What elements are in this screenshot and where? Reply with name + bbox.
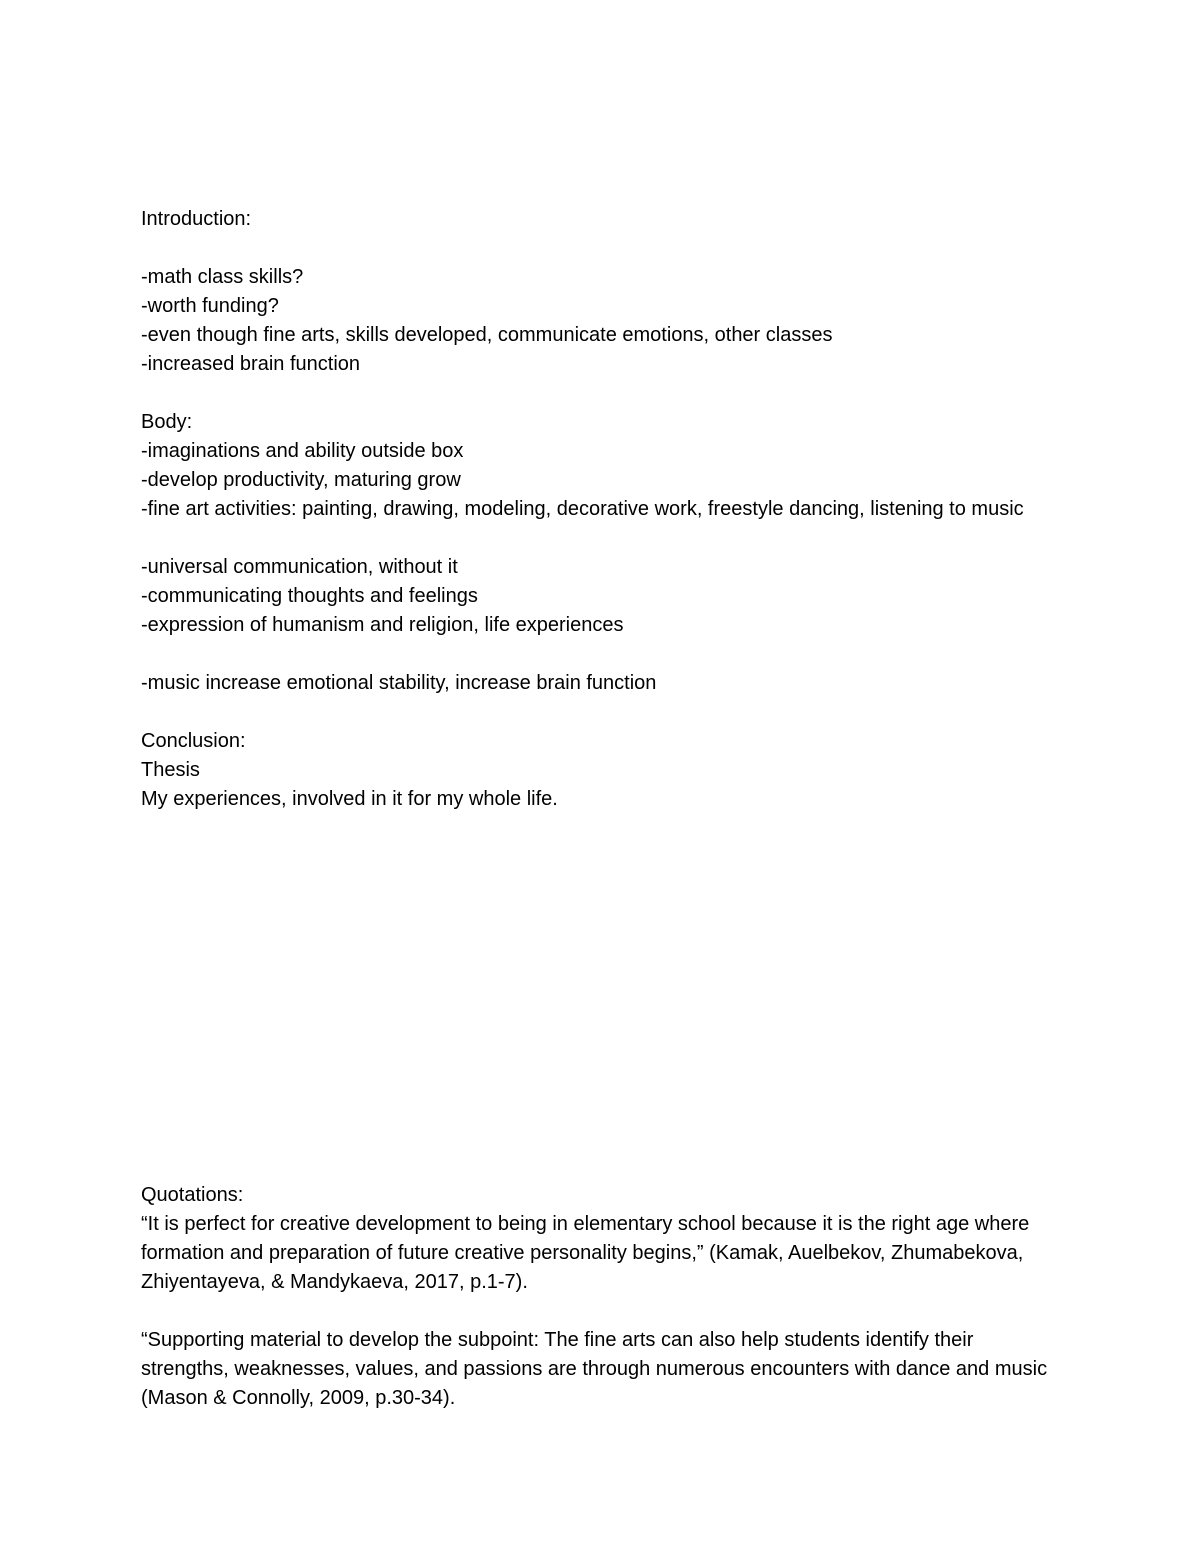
spacer — [141, 698, 1071, 727]
intro-item: -increased brain function — [141, 353, 361, 375]
conclusion-item: Thesis — [141, 759, 200, 781]
conclusion-heading: Conclusion: — [141, 730, 246, 752]
spacer — [141, 524, 1071, 553]
spacer — [141, 1297, 1061, 1326]
spacer — [141, 379, 1071, 408]
body-heading: Body: — [141, 411, 193, 433]
introduction-heading: Introduction: — [141, 208, 252, 230]
body-item: -imaginations and ability outside box — [141, 440, 464, 462]
intro-item: -even though fine arts, skills developed, communicate emotions, other classes — [141, 324, 833, 346]
body-item: -communicating thoughts and feelings — [141, 585, 478, 607]
quotations-section — [141, 1181, 1061, 1413]
body-item: -fine art activities: painting, drawing, modeling, decorative work, freestyle dancing, listening to music — [141, 498, 1024, 520]
quotation-1: “It is perfect for creative development to being in elementary school because it is the right age where formation and preparation of future creative personality begins,” (Kamak, Auelbekov, Zhumabekova, Zhiyentayeva, & Mandykaeva, 2017, p.1-7). — [141, 1213, 1030, 1293]
body-item: -expression of humanism and religion, life experiences — [141, 614, 624, 636]
body-item: -universal communication, without it — [141, 556, 458, 578]
body-item: -music increase emotional stability, increase brain function — [141, 672, 657, 694]
quotations-heading: Quotations: — [141, 1184, 244, 1206]
outline-section — [141, 205, 1071, 814]
spacer — [141, 234, 1071, 263]
conclusion-item: My experiences, involved in it for my whole life. — [141, 788, 558, 810]
body-item: -develop productivity, maturing grow — [141, 469, 461, 491]
spacer — [141, 640, 1071, 669]
intro-item: -math class skills? — [141, 266, 304, 288]
intro-item: -worth funding? — [141, 295, 279, 317]
quotation-2: “Supporting material to develop the subpoint: The fine arts can also help students identify their strengths, weaknesses, values, and passions are through numerous encounters with dance and music (Mason & Connolly, 2009, p.30-34). — [141, 1329, 1048, 1409]
